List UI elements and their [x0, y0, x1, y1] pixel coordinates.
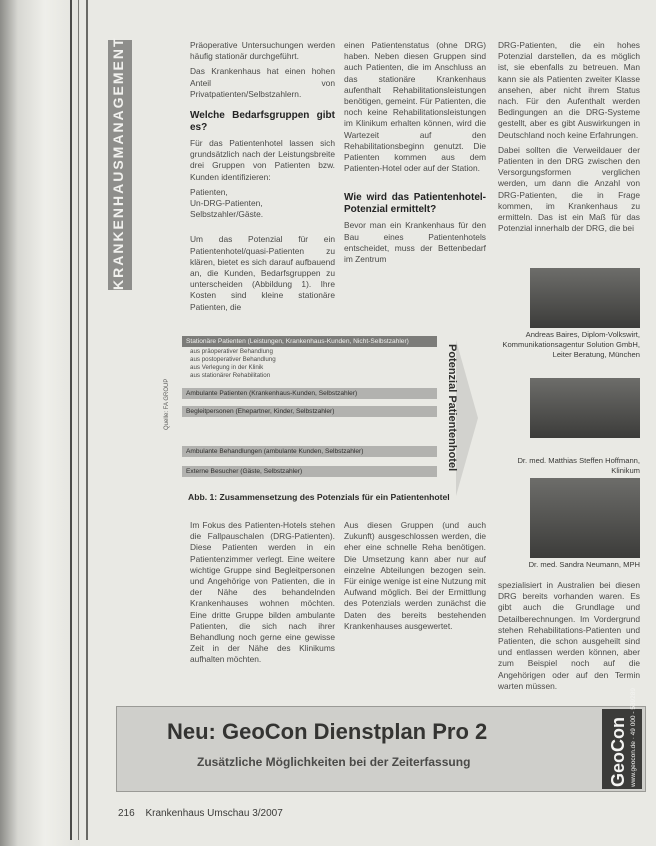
- advertisement-banner: [116, 687, 646, 792]
- figure-subitem: aus stationärer Rehabilitation: [190, 372, 271, 379]
- author-photo: [530, 268, 640, 328]
- paragraph: Für das Patientenhotel lassen sich grundsätzlich nach der Leistungsbreite drei Gruppen von Patienten bzw. Kunden identifizieren:: [190, 138, 335, 182]
- paragraph: Um das Potenzial für ein Patientenhotel/quasi-Patienten zu klären, bietet es sich darauf aufbauend an, die Kunden, Bedarfsgruppen zu unterscheiden (Abbildung 1). Ihre Kosten sind kleine stationäre Patienten, die: [190, 234, 335, 312]
- logo-contact: www.geocon.de · 49 000 - 539289: [630, 687, 637, 787]
- column-2: [344, 40, 486, 269]
- photo-caption: Dr. med. Matthias Steffen Hoffmann, Klinikum: [517, 456, 640, 475]
- figure-row: Ambulante Patienten (Krankenhaus-Kunden, Selbstzahler): [182, 388, 437, 399]
- ad-title: Neu: GeoCon Dienstplan Pro 2: [167, 719, 488, 744]
- list-item: Un-DRG-Patienten,: [190, 198, 263, 209]
- figure-caption: Abb. 1: Zusammensetzung des Potenzials für ein Patientenhotel: [188, 492, 450, 502]
- page-number: 216: [118, 808, 135, 819]
- paragraph: spezialisiert in Australien bei diesen DRG bereits vorhanden waren. Es gibt auch die Grundlage und Detailberechnungen. Im Vordergrund stehen Rehabilitations-Patienten und Patienten, die schon ausgeheilt sind und entlassen werden können, aber zum Beispiel noch auf die Angehörigen oder auf den Termin warten müssen.: [498, 580, 640, 691]
- figure-diagram: [164, 330, 486, 490]
- geocon-logo: [602, 687, 642, 789]
- photo-caption: Dr. med. Sandra Neumann, MPH: [528, 560, 640, 569]
- binding-lines: [70, 0, 88, 840]
- binding-line: [78, 0, 79, 840]
- list-item: Selbstzahler/Gäste.: [190, 209, 264, 220]
- author-photo: [530, 478, 640, 558]
- paragraph: Bevor man ein Krankenhaus für den Bau eines Patientenhotels entscheidet, muss der Bettenbedarf im Zentrum: [344, 220, 486, 265]
- figure-subitem: aus postoperativer Behandlung: [190, 356, 276, 363]
- section-heading: Welche Bedarfsgruppen gibt es?: [190, 110, 335, 134]
- figure-row: Stationäre Patienten (Leistungen, Krankenhaus-Kunden, Nicht-Selbstzahler): [182, 336, 437, 347]
- paragraph: Im Fokus des Patienten-Hotels stehen die Fallpauschalen (DRG-Patienten). Diese Patienten werden in ein Patientenzimmer verlegt. Eine weitere wichtige Gruppe sind Begleitpersonen und Angehörige von Patienten, die in der Nähe des behandelnden Krankenhauses wohnen möchten. Eine dritte Gruppe bilden ambulante Patienten, die sich nach ihrer Behandlung noch gerne eine gewisse Zeit in der Nähe des Klinikums aufhalten möchten.: [190, 520, 335, 665]
- section-heading: Wie wird das Patientenhotel-Potenzial ermittelt?: [344, 192, 486, 216]
- paragraph: Das Krankenhaus hat einen hohen Anteil von Privatpatienten/Selbstzahlern.: [190, 66, 335, 99]
- figure-arrow: [456, 340, 478, 496]
- logo-text: GeoCon: [608, 717, 628, 787]
- column-1-bottom: [190, 520, 335, 670]
- photo-caption: Andreas Baires, Diplom-Volkswirt, Kommunikationsagentur Solution GmbH, Leiter Beratung, München: [502, 330, 640, 359]
- page-binding-shadow: [0, 0, 80, 846]
- page-footer: [118, 808, 291, 819]
- paragraph: Dabei sollten die Verweildauer der Patienten in den DRG zwischen den Versorgungsformen verglichen werden, um dann die Anzahl von DRG-Patienten, die in Frage kommen, im Krankenhaus zu ermitteln. Das ist ein Maß für das Potenzial innerhalb der DRG, die bei: [498, 144, 640, 234]
- figure-source: Quelle: FA GROUP: [164, 378, 170, 430]
- journal-name: Krankenhaus Umschau 3/2007: [145, 808, 283, 819]
- bullet-list: [190, 187, 335, 221]
- ad-text-area: [127, 713, 577, 787]
- section-side-label: KRANKENHAUSMANAGEMENT: [110, 36, 126, 290]
- figure-side-title: Potenzial Patientenhotel: [446, 344, 458, 472]
- paragraph: Präoperative Untersuchungen werden häufig stationär durchgeführt.: [190, 40, 335, 62]
- figure-subitem: aus Verlegung in der Klinik: [190, 364, 264, 371]
- paragraph: einen Patientenstatus (ohne DRG) haben. Neben diesen Gruppen sind auch Patienten, die im Anschluss an das stationäre Krankenhaus aufenthalt Rehabilitationsleistungen benötigen, gemeint. Für Patienten, die noch keine Rehabilitationsleistungen im Klinikum erhalten können, wird die Wartezeit auf den Rehabilitationsbeginn genutzt. Die Patienten kommen aus dem Patienten-Hotel oder auf der Station.: [344, 40, 487, 174]
- ad-subtitle: Zusätzliche Möglichkeiten bei der Zeiterfassung: [197, 755, 471, 769]
- paragraph: Aus diesen Gruppen (und auch Zukunft) ausgeschlossen werden, die eher eine schnelle Reha benötigen. Die Umsetzung kann aber nur auf einzelne Abteilungen bezogen sein. Für einige wenige ist eine Nutzung mit Aufwand möglich. Bei der Ermittlung des Potenzials werden zunächst die Daten des bereits bestehenden Krankenhauses ausgewertet.: [344, 520, 486, 631]
- figure-subitem: aus präoperativer Behandlung: [190, 348, 273, 355]
- paragraph: DRG-Patienten, die ein hohes Potenzial darstellen, da es möglich ist, sie ebenfalls zu betreuen. Man kann sie als Patienten zweiter Klasse ansehen, aber nicht ihrem Status nach. Für den Aufenthalt werden Bedingungen an die DRG-Systeme gestellt, aber es gibt Auswirkungen in Deutschland noch keine Erfahrungen.: [498, 40, 640, 140]
- author-photo: [530, 378, 640, 438]
- column-2-bottom: [344, 520, 486, 636]
- figure-row: Begleitpersonen (Ehepartner, Kinder, Selbstzahler): [182, 406, 437, 417]
- column-3-bottom: [498, 580, 640, 696]
- column-1: [190, 40, 335, 317]
- column-3: [498, 40, 640, 238]
- figure-row: Externe Besucher (Gäste, Selbstzahler): [182, 466, 437, 477]
- list-item: Patienten,: [190, 186, 228, 197]
- figure-row: Ambulante Behandlungen (ambulante Kunden, Selbstzahler): [182, 446, 437, 457]
